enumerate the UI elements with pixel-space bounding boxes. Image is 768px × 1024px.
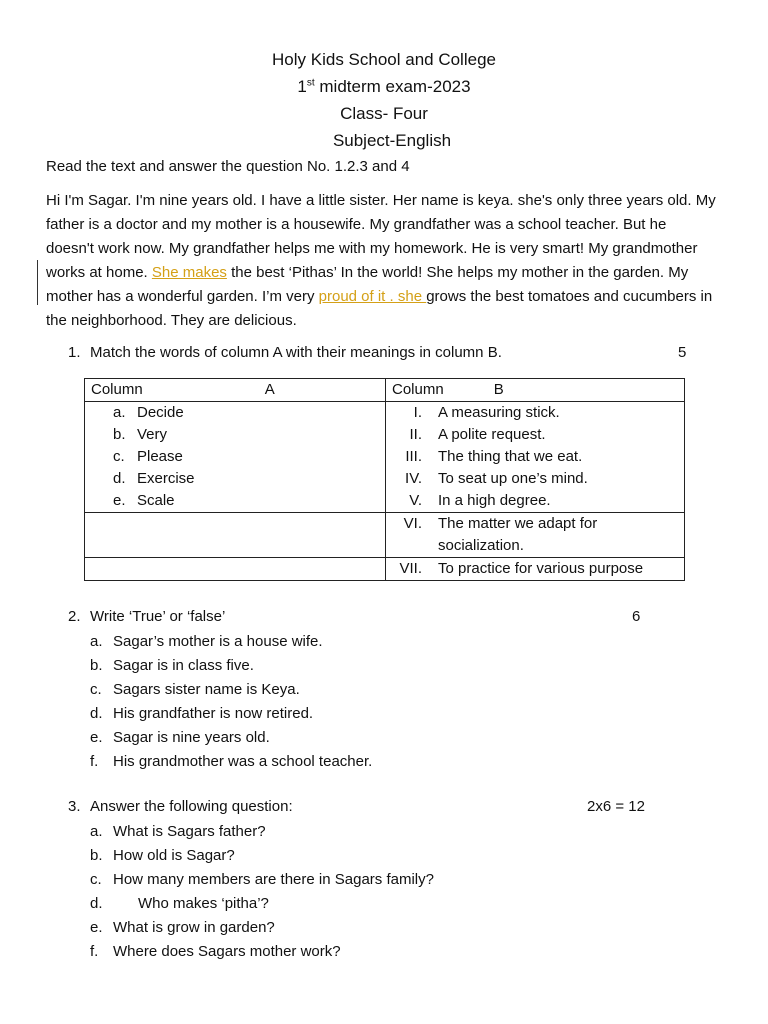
list-item: f. Where does Sagars mother work?: [90, 943, 341, 960]
column-b-item: V. In a high degree.: [409, 492, 551, 509]
column-a-header: Column A: [85, 379, 386, 402]
exam-title: 1st midterm exam-2023: [297, 77, 471, 96]
column-b-item: VI. The matter we adapt for socialization.: [403, 515, 598, 554]
question-2-list: [90, 630, 372, 774]
column-a-item: a. Decide: [113, 404, 184, 421]
question-1-marks: 5: [678, 344, 687, 361]
reading-passage: Hi I'm Sagar. I'm nine years old. I have a little sister. Her name is keya. she's only three years old. My father is a doctor and my mother is a housewife. My grandfather was a school teacher. But he doesn't work now. My grandfather helps me with my homework. He is very smart! My grandmother works at home. She makes the best ‘Pithas’ In the world! She helps my mother in the garden. My mother has a wonderful garden. I’m very proud of it . she grows the best tomatoes and cucumbers in the neighborhood. They are delicious.: [46, 192, 716, 329]
column-b-item: IV. To seat up one’s mind.: [405, 470, 588, 487]
question-3: 3. Answer the following question:: [68, 798, 293, 815]
question-2-marks: 6: [632, 608, 641, 625]
question-3-list: [90, 820, 434, 964]
list-item: d. Who makes ‘pitha’?: [90, 895, 269, 912]
question-1: 1. Match the words of column A with their meanings in column B.: [68, 344, 502, 361]
list-item: e. Sagar is nine years old.: [90, 729, 270, 746]
subject-label: Subject-English: [332, 131, 452, 150]
table-row: [85, 513, 685, 558]
list-item: b. How old is Sagar?: [90, 847, 235, 864]
highlight-proud-of-it: proud of it . she: [318, 288, 427, 305]
table-row: [85, 558, 685, 581]
question-2: 2. Write ‘True’ or ‘false’: [68, 608, 226, 625]
list-item: d. His grandfather is now retired.: [90, 705, 314, 722]
list-item: f. His grandmother was a school teacher.: [90, 753, 373, 770]
list-item: c. Sagars sister name is Keya.: [90, 681, 300, 698]
table-row: [85, 379, 685, 402]
list-item: c. How many members are there in Sagars family?: [90, 871, 434, 888]
highlight-she-makes: She makes: [151, 264, 227, 281]
margin-change-bar: [37, 260, 38, 305]
match-table: [84, 378, 685, 581]
column-a-item: c. Please: [113, 448, 183, 465]
class-label: Class- Four: [340, 104, 428, 123]
column-b-item: I. A measuring stick.: [413, 404, 560, 421]
column-b-item: III. The thing that we eat.: [405, 448, 583, 465]
column-a-item: e. Scale: [113, 492, 175, 509]
column-b-item: VII. To practice for various purpose: [399, 560, 644, 577]
column-a-item: b. Very: [113, 426, 168, 443]
instruction: Read the text and answer the question No. 1.2.3 and 4: [46, 158, 410, 175]
list-item: a. Sagar’s mother is a house wife.: [90, 633, 323, 650]
question-3-marks: 2x6 = 12: [587, 798, 645, 815]
list-item: e. What is grow in garden?: [90, 919, 275, 936]
column-b-header: Column B: [386, 379, 685, 402]
column-a-item: d. Exercise: [113, 470, 195, 487]
list-item: a. What is Sagars father?: [90, 823, 266, 840]
table-row: [85, 402, 685, 513]
school-name: Holy Kids School and College: [272, 50, 496, 69]
column-b-item: II. A polite request.: [409, 426, 546, 443]
list-item: b. Sagar is in class five.: [90, 657, 254, 674]
